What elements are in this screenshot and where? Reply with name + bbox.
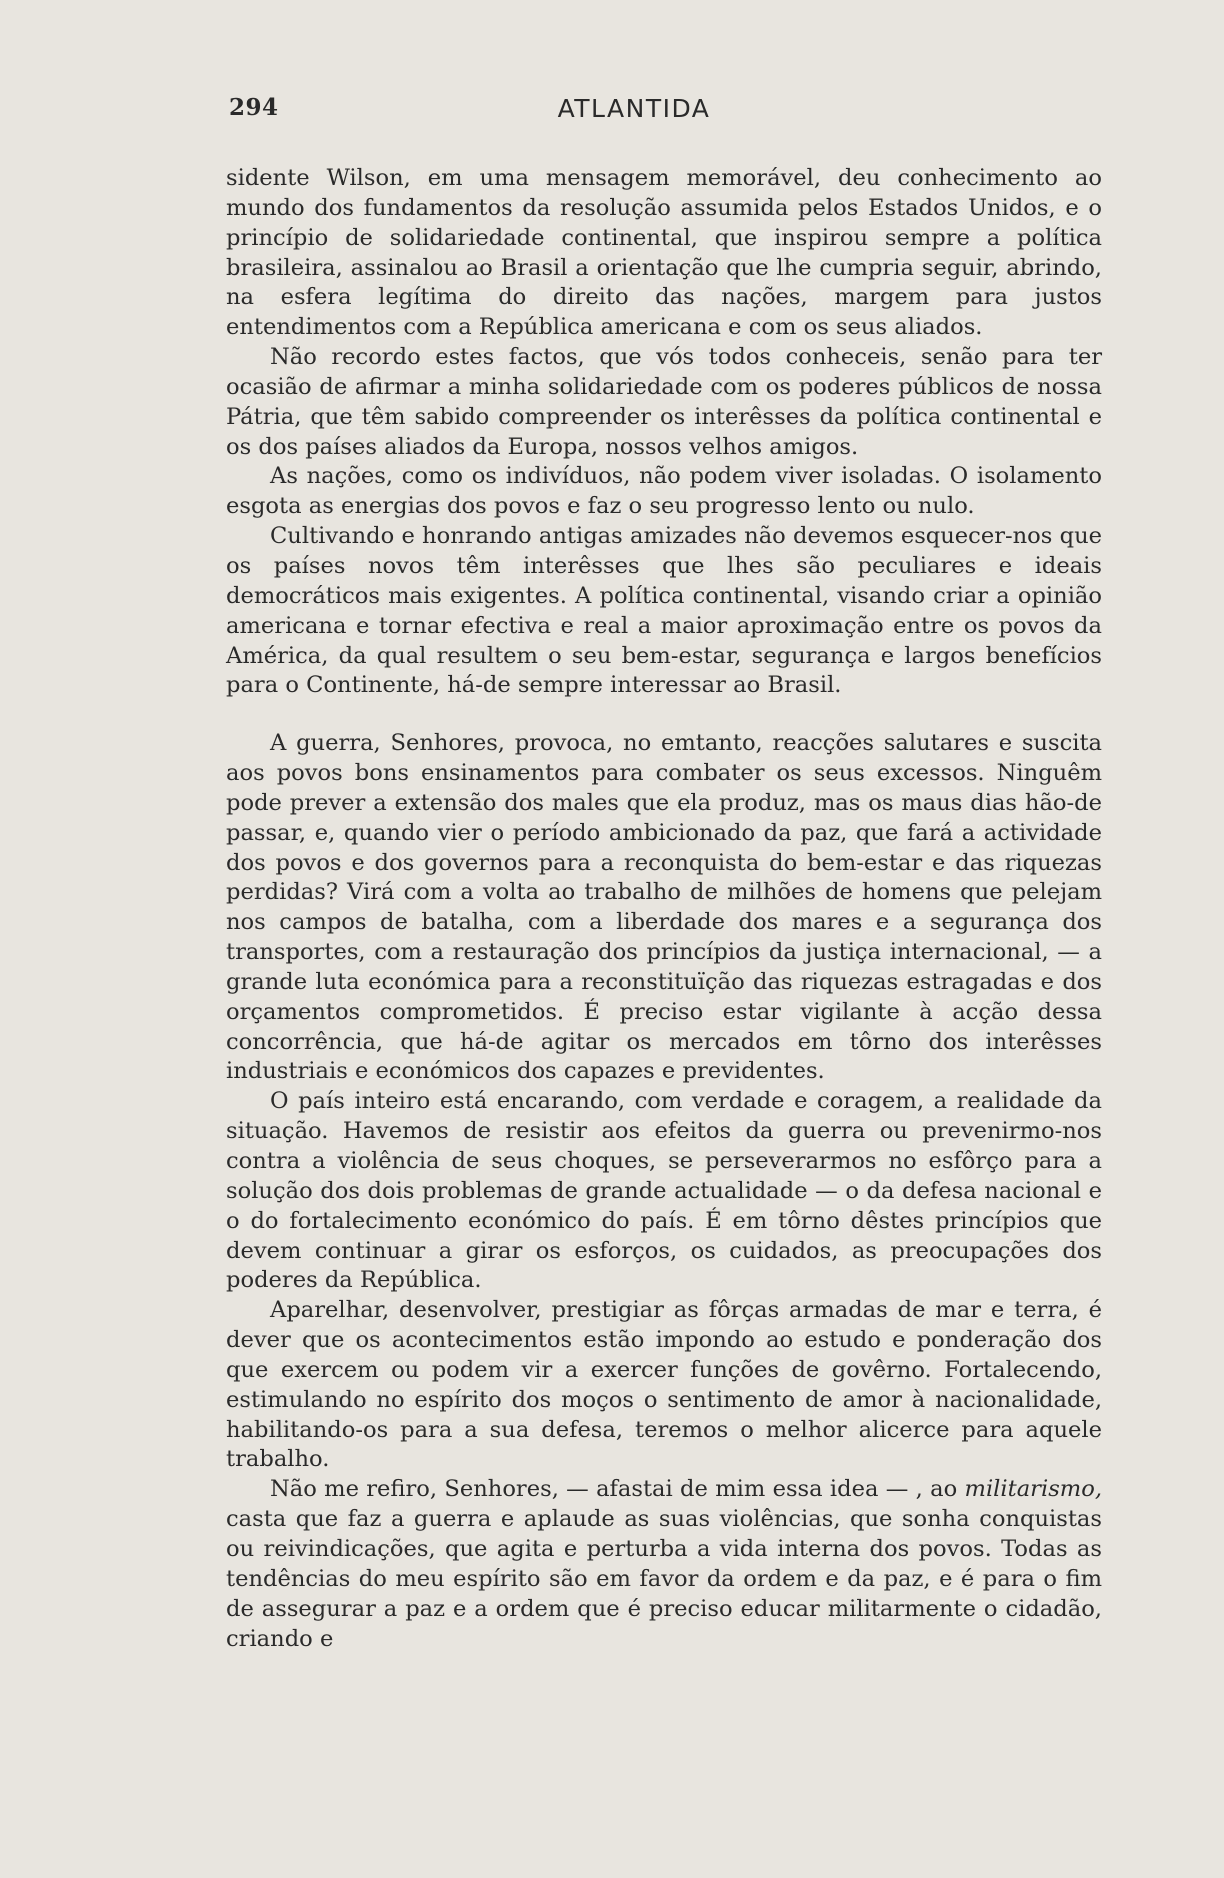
page-header (229, 94, 1039, 134)
paragraph-4: Cultivando e honrando antigas amizades não devemos esquecer-nos que os países novos têm interêsses que lhes são peculiares e ideais democráticos mais exigentes. A política continental, visando criar a opinião americana e tornar efectiva e real a maior aproximação entre os povos da América, da qual resultem o seu bem-estar, segurança e largos benefícios para o Continente, há-de sempre interessar ao Brasil. (226, 523, 1102, 699)
paragraph-5: A guerra, Senhores, provoca, no emtanto, reacções salutares e suscita aos povos bons ensinamentos para combater os seus excessos. Ninguêm pode prever a extensão dos males que ela produz, mas os maus dias hão-de passar, e, quando vier o período ambicionado da paz, que fará a actividade dos povos e dos governos para a reconquista do bem-estar e das riquezas perdidas? Virá com a volta ao trabalho de milhões de homens que pelejam nos campos de batalha, com a liberdade dos mares e a segurança dos transportes, com a restauração dos princípios da justiça internacional, — a grande luta económica para a reconstituïção das riquezas estragadas e dos orçamentos comprometidos. É preciso estar vigilante à acção dessa concorrência, que há-de agitar os mercados em tôrno dos interêsses industriais e económicos dos capazes e previdentes. (226, 730, 1102, 1085)
page-number: 294 (229, 94, 279, 121)
paragraph-8 (226, 1475, 1102, 1654)
italic-term-militarismo: militarismo, (964, 1476, 1102, 1503)
paragraph-2: Não recordo estes factos, que vós todos conheceis, senão para ter ocasião de afirmar a minha solidariedade com os poderes públicos de nossa Pátria, que têm sabido compreender os interêsses da política continental e os dos países aliados da Europa, nossos velhos amigos. (226, 344, 1102, 460)
paragraph-8-end: casta que faz a guerra e aplaude as suas violências, que sonha conquistas ou reivindicações, que agita e perturba a vida interna dos povos. Todas as tendências do meu espírito são em favor da ordem e da paz, e é para o fim de assegurar a paz e a ordem que é preciso educar militarmente o cidadão, criando e (226, 1506, 1102, 1652)
paragraph-8-start: Não me refiro, Senhores, — afastai de mim essa idea — , ao (270, 1476, 965, 1503)
body-text (226, 164, 1102, 1654)
paragraph-3: As nações, como os indivíduos, não podem viver isoladas. O isolamento esgota as energias dos povos e faz o seu progresso lento ou nulo. (226, 463, 1102, 520)
paragraph-1: sidente Wilson, em uma mensagem memorável, deu conhecimento ao mundo dos fundamentos da resolução assumida pelos Estados Unidos, e o princípio de solidariedade continental, que inspirou sempre a política brasileira, assinalou ao Brasil a orientação que lhe cumpria seguir, abrindo, na esfera legítima do direito das nações, margem para justos entendimentos com a República americana e com os seus aliados. (226, 165, 1102, 341)
paragraph-6: O país inteiro está encarando, com verdade e coragem, a realidade da situação. Havemos de resistir aos efeitos da guerra ou prevenirmo-nos contra a violência de seus choques, se perseverarmos no esfôrço para a solução dos dois problemas de grande actualidade — o da defesa nacional e o do fortalecimento económico do país. É em tôrno dêstes princípios que devem continuar a girar os esforços, os cuidados, as preocupações dos poderes da República. (226, 1088, 1102, 1294)
running-title: ATLANTIDA (557, 94, 711, 123)
paragraph-7: Aparelhar, desenvolver, prestigiar as fôrças armadas de mar e terra, é dever que os acontecimentos estão impondo ao estudo e ponderação dos que exercem ou podem vir a exercer funções de govêrno. Fortalecendo, estimulando no espírito dos moços o sentimento de amor à nacionalidade, habilitando-os para a sua defesa, teremos o melhor alicerce para aquele trabalho. (226, 1297, 1102, 1473)
